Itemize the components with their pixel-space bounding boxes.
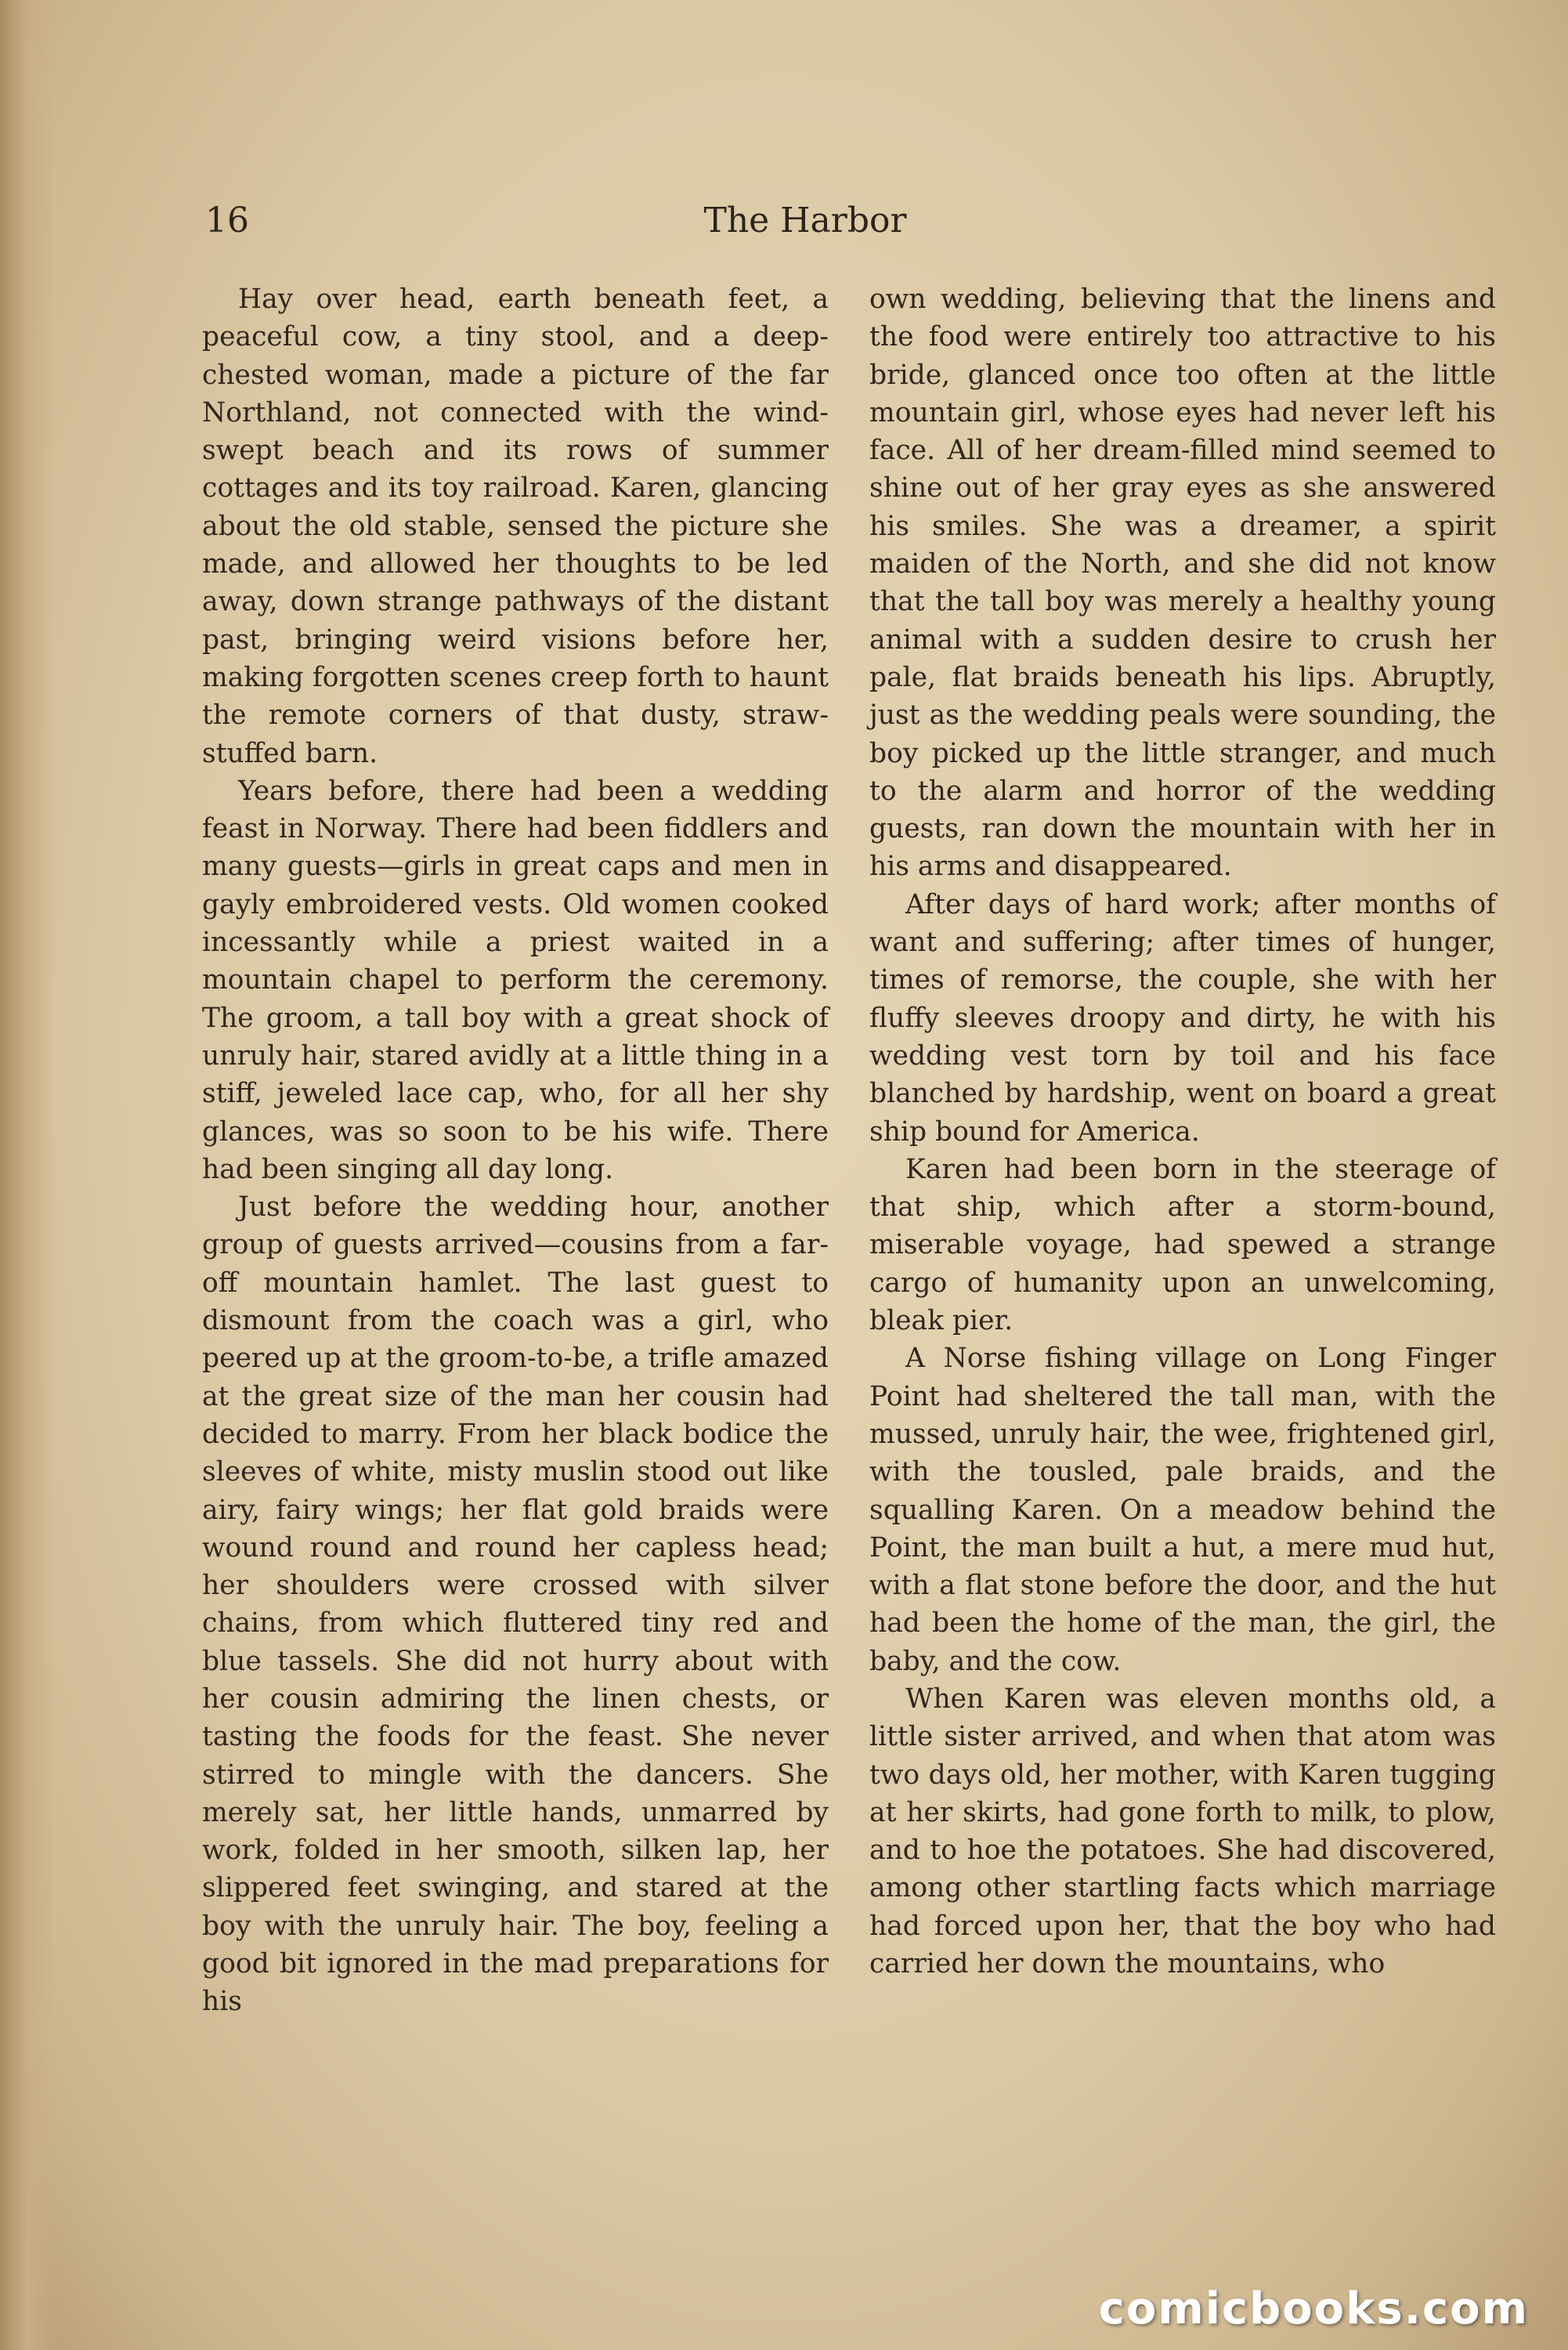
watermark: comicbooks.com xyxy=(1098,2283,1529,2334)
paragraph: A Norse fishing village on Long Finger Point had sheltered the tall man, with the mussed, unruly hair, the wee, frightened girl, with the tousled, pale braids, and the squalling Karen. On a meadow behind the Point, the man built a hut, a mere mud hut, with a flat stone before the door, and the hut had been the home of the man, the girl, the baby, and the cow. xyxy=(869,1343,1496,1677)
paragraph: When Karen was eleven months old, a little sister arrived, and when that atom was two days old, her mother, with Karen tugging at her skirts, had gone forth to milk, to plow, and to hoe the potatoes. She had discovered, among other startling facts which marriage had forced upon her, that the boy who had carried her down the mountains, who xyxy=(869,1683,1496,1980)
paragraph-continuation: own wedding, believing that the linens and the food were entirely too attractive to his bride, glanced once too often at the little mountain girl, whose eyes had never left his face. All of her dream-filled mind seemed to shine out of her gray eyes as she answered his smiles. She was a dreamer, a spirit maiden of the North, and she did not know that the tall boy was merely a healthy young animal with a sudden desire to crush her pale, flat braids beneath his lips. Abruptly, just as the wedding peals were sounding, the boy picked up the little stranger, and much to the alarm and horror of the wedding guests, ran down the mountain with her in his arms and disappeared. xyxy=(869,284,1496,883)
page-header xyxy=(205,197,1498,244)
page-number: 16 xyxy=(205,201,249,240)
page-edge-shadow xyxy=(0,0,55,2350)
text-column-right xyxy=(869,280,1496,1983)
text-column-left xyxy=(202,280,829,2021)
paragraph: Hay over head, earth beneath feet, a peaceful cow, a tiny stool, and a deep-chested woman, made a picture of the far Northland, not connected with the wind-swept beach and its rows of summer cottages and its toy railroad. Karen, glancing about the old stable, sensed the picture she made, and allowed her thoughts to be led away, down strange pathways of the distant past, bringing weird visions before her, making forgotten scenes creep forth to haunt the remote corners of that dusty, straw-stuffed barn. xyxy=(202,284,829,769)
paragraph: Just before the wedding hour, another group of guests arrived—cousins from a far-off mountain hamlet. The last guest to dismount from the coach was a girl, who peered up at the groom-to-be, a trifle amazed at the great size of the man her cousin had decided to marry. From her black bodice the sleeves of white, misty muslin stood out like airy, fairy wings; her flat gold braids were wound round and round her capless head; her shoulders were crossed with silver chains, from which fluttered tiny red and blue tassels. She did not hurry about with her cousin admiring the linen chests, or tasting the foods for the feast. She never stirred to mingle with the dancers. She merely sat, her little hands, unmarred by work, folded in her smooth, silken lap, her slippered feet swinging, and stared at the boy with the unruly hair. The boy, feeling a good bit ignored in the mad preparations for his xyxy=(202,1191,829,2018)
paragraph: Karen had been born in the steerage of that ship, which after a storm-bound, miserable voyage, had spewed a strange cargo of humanity upon an unwelcoming, bleak pier. xyxy=(869,1153,1496,1337)
running-title: The Harbor xyxy=(703,201,907,240)
paragraph: After days of hard work; after months of want and suffering; after times of hunger, times of remorse, the couple, she with her fluffy sleeves droopy and dirty, he with his wedding vest torn by toil and his face blanched by hardship, went on board a great ship bound for America. xyxy=(869,888,1496,1148)
paragraph: Years before, there had been a wedding feast in Norway. There had been fiddlers and many guests—girls in great caps and men in gayly embroidered vests. Old women cooked incessantly while a priest waited in a mountain chapel to perform the ceremony. The groom, a tall boy with a great shock of unruly hair, stared avidly at a little thing in a stiff, jeweled lace cap, who, for all her shy glances, was so soon to be his wife. There had been singing all day long. xyxy=(202,775,829,1185)
